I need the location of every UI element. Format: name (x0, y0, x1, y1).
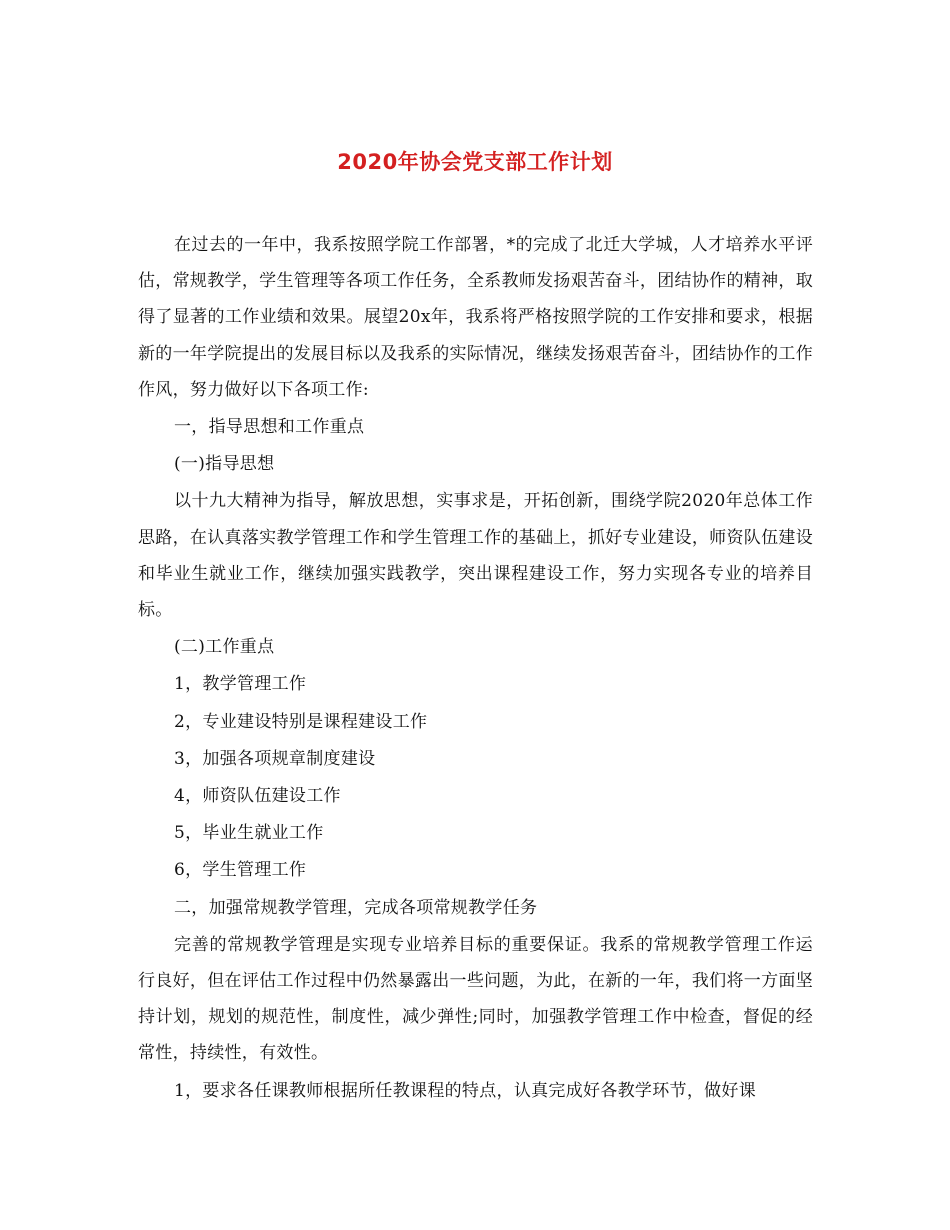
list-item-3: 3，加强各项规章制度建设 (174, 748, 376, 769)
paragraph-intro: 在过去的一年中，我系按照学院工作部署，*的完成了北迁大学城，人才培养水平评估，常规教学，学生管理等各项工作任务，全系教师发扬艰苦奋斗，团结协作的精神，取得了显著的工作业绩和效果。展望20x年，我系将严格按照学院的工作安排和要求，根据新的一年学院提出的发展目标以及我系的实际情况，继续发扬艰苦奋斗，团结协作的工作作风，努力做好以下各项工作: (138, 235, 813, 400)
list-item-6: 6，学生管理工作 (174, 860, 307, 881)
list-item-1: 1，教学管理工作 (174, 674, 307, 695)
subheading-guiding-thought: (一)指导思想 (174, 454, 275, 475)
paragraph-requirement-1: 1，要求各任课教师根据所任教课程的特点，认真完成好各教学环节，做好课 (174, 1080, 757, 1101)
subheading-work-focus: (二)工作重点 (174, 637, 275, 658)
section-heading-1: 一，指导思想和工作重点 (174, 417, 365, 438)
paragraph-teaching-management: 完善的常规教学管理是实现专业培养目标的重要保证。我系的常规教学管理工作运行良好，但在评估工作过程中仍然暴露出一些问题，为此，在新的一年，我们将一方面坚持计划，规划的规范性，制度性，减少弹性;同时，加强教学管理工作中检查，督促的经常性，持续性，有效性。 (138, 934, 813, 1064)
document-body (138, 227, 813, 1110)
paragraph-guiding-thought: 以十九大精神为指导，解放思想，实事求是，开拓创新，围绕学院2020年总体工作思路，在认真落实教学管理工作和学生管理工作的基础上，抓好专业建设，师资队伍建设和毕业生就业工作，继续加强实践教学，突出课程建设工作，努力实现各专业的培养目标。 (138, 491, 813, 621)
list-item-2: 2，专业建设特别是课程建设工作 (174, 711, 428, 732)
list-item-5: 5，毕业生就业工作 (174, 823, 324, 844)
section-heading-2: 二，加强常规教学管理，完成各项常规教学任务 (174, 897, 538, 918)
document-title: 2020年协会党支部工作计划 (337, 150, 613, 174)
list-item-4: 4，师资队伍建设工作 (174, 786, 341, 807)
